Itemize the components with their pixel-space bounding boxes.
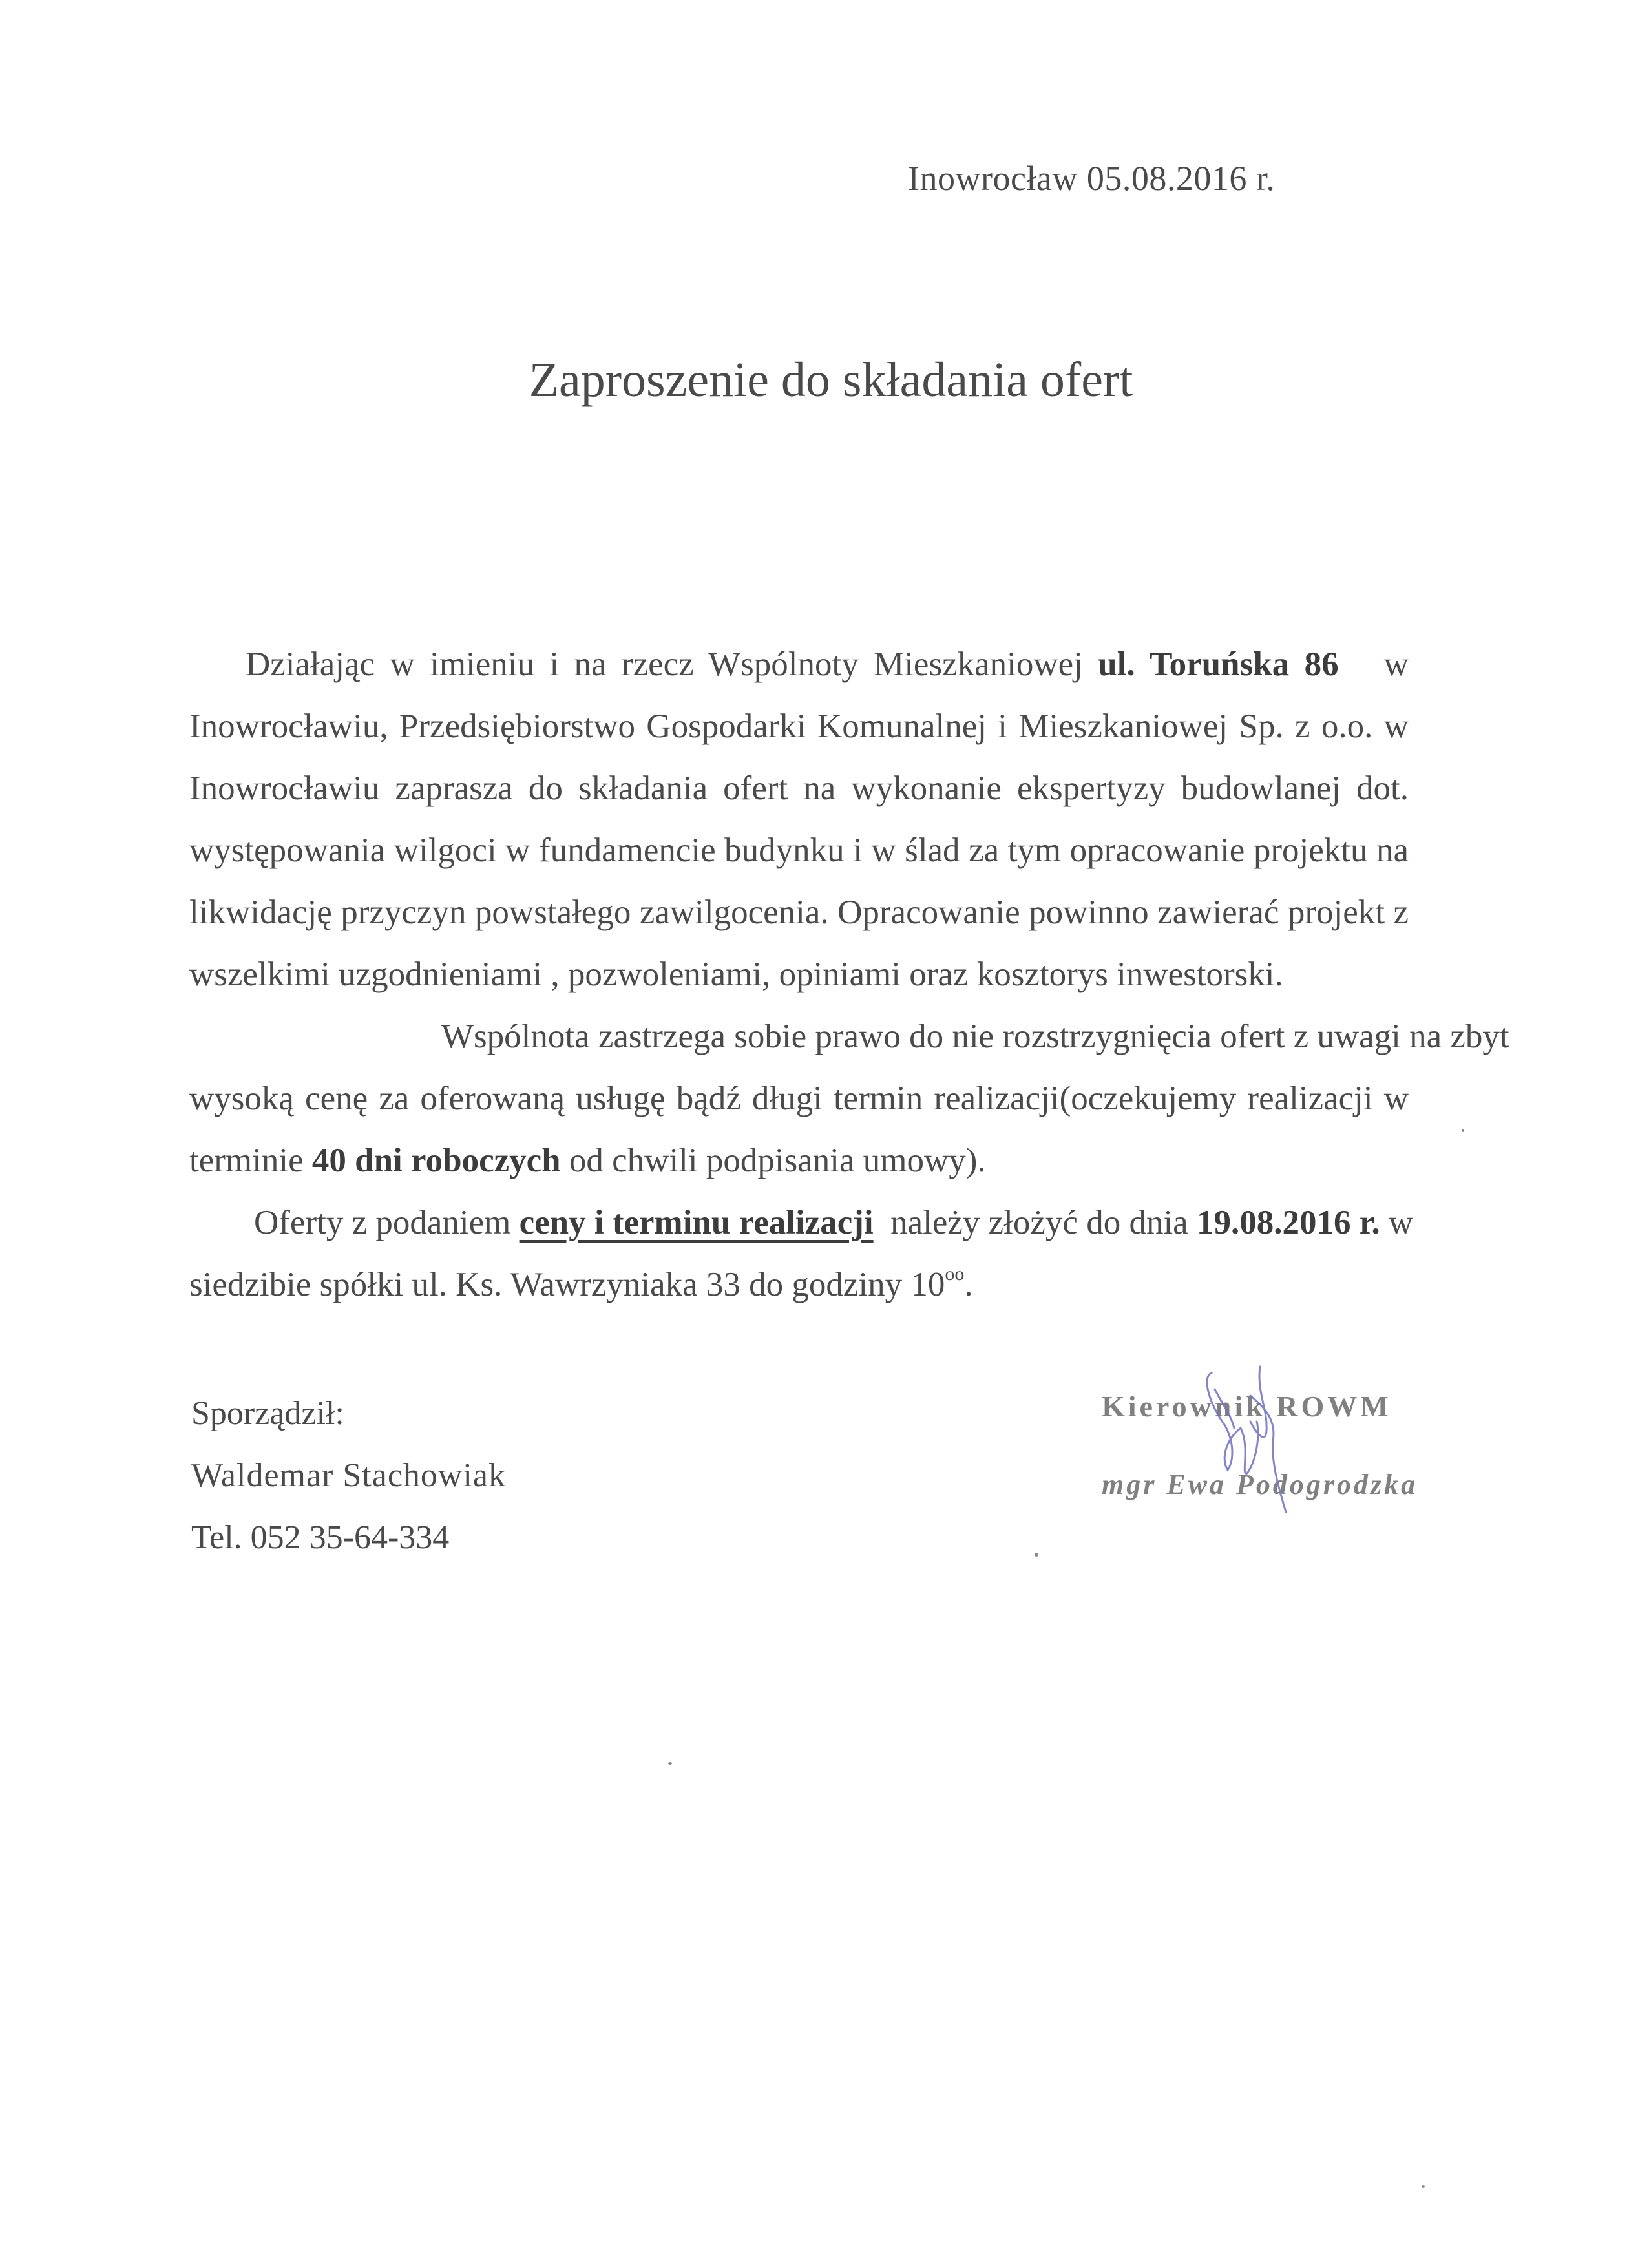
text-run: w (1388, 1204, 1414, 1241)
paragraph-2-line-2: wysoką cenę za oferowaną usługę bądź długi termin realizacji(oczekujemy realizacji w (189, 1080, 1409, 1117)
paragraph-2-line-3 (189, 1129, 1409, 1192)
hour-superscript: oo (945, 1263, 965, 1285)
paragraph-1-line-2: Inowrocławiu, Przedsiębiorstwo Gospodarki Komunalnej i Mieszkaniowej Sp. z o.o. w (189, 708, 1409, 745)
scan-speck (668, 1762, 672, 1765)
stamp-person: mgr Ewa Podogrodzka (1102, 1469, 1418, 1500)
paragraph-1-line-3: Inowrocławiu zaprasza do składania ofert na wykonanie ekspertyzy budowlanej dot. (189, 770, 1409, 807)
text-run: w (1383, 646, 1409, 683)
prepared-by-name: Waldemar Stachowiak (191, 1457, 506, 1494)
address-bold: ul. Toruńska 86 (1098, 646, 1339, 683)
submission-date-bold: 19.08.2016 r. (1196, 1204, 1380, 1241)
stamp-role: Kierownik ROWM (1102, 1390, 1392, 1423)
price-term-underlined: ceny i terminu realizacji (519, 1204, 874, 1241)
paragraph-3-line-1 (189, 1192, 1414, 1254)
text-run: należy złożyć do dnia (890, 1204, 1188, 1241)
scan-speck (1422, 2185, 1425, 2188)
document-body (189, 633, 1509, 1316)
prepared-by-label: Sporządził: (191, 1395, 344, 1432)
text-run: terminie (189, 1142, 304, 1179)
handwritten-signature (1195, 1363, 1338, 1518)
prepared-by-phone: Tel. 052 35-64-334 (191, 1519, 450, 1556)
text-run: Oferty z podaniem (254, 1204, 511, 1241)
text-run: siedzibie spółki ul. Ks. Wawrzyniaka 33 do godziny 10 (189, 1266, 945, 1303)
paragraph-1-line-1 (189, 633, 1409, 695)
paragraph-1-line-5: likwidację przyczyn powstałego zawilgocenia. Opracowanie powinno zawierać projekt z (189, 894, 1409, 931)
text-run: od chwili podpisania umowy). (569, 1142, 986, 1179)
text-run: . (964, 1266, 973, 1303)
paragraph-1-line-4: występowania wilgoci w fundamencie budynku i w ślad za tym opracowanie projektu na (189, 832, 1409, 869)
paragraph-2-line-1: Wspólnota zastrzega sobie prawo do nie rozstrzygnięcia ofert z uwagi na zbyt (441, 1018, 1509, 1055)
text-run: Działając w imieniu i na rzecz Wspólnoty Mieszkaniowej (246, 646, 1083, 683)
scan-speck (1462, 1129, 1464, 1132)
prepared-by-block (191, 1383, 506, 1569)
deadline-days-bold: 40 dni roboczych (311, 1142, 561, 1179)
paragraph-3-line-2 (189, 1254, 1409, 1316)
paragraph-1-line-6: wszelkimi uzgodnieniami , pozwoleniami, opiniami oraz kosztorys inwestorski. (189, 956, 1283, 993)
scan-speck (1035, 1553, 1038, 1557)
document-title: Zaproszenie do składania ofert (529, 353, 1133, 407)
place-date: Inowrocław 05.08.2016 r. (908, 159, 1276, 198)
